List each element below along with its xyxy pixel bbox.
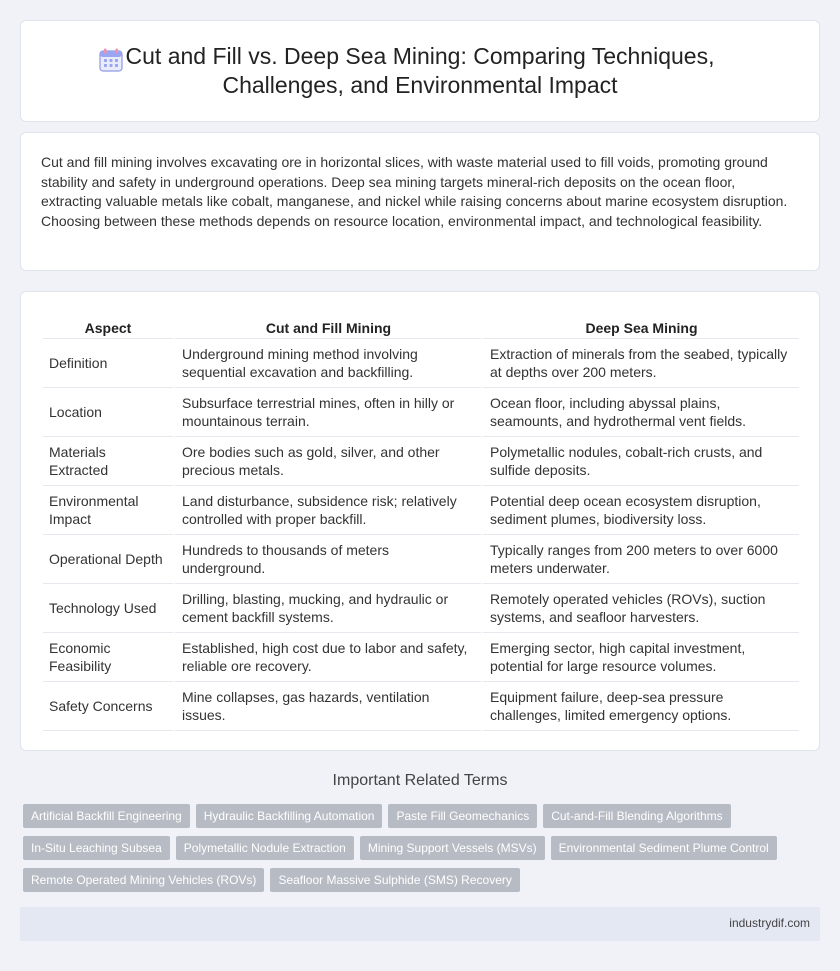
intro-card: [20, 132, 820, 271]
table-row: [43, 682, 799, 731]
table-row: [43, 486, 799, 535]
related-terms-list: [23, 804, 823, 900]
row-deep-sea: Ocean floor, including abyssal plains, seamounts, and hydrothermal vent fields.: [481, 388, 799, 437]
header-deep-sea: Deep Sea Mining: [481, 313, 799, 339]
related-term-tag[interactable]: In-Situ Leaching Subsea: [23, 836, 170, 860]
tag-row: [23, 836, 823, 860]
title-card: [20, 20, 820, 122]
row-aspect: Economic Feasibility: [43, 633, 173, 682]
row-deep-sea: Extraction of minerals from the seabed, typically at depths over 200 meters.: [481, 339, 799, 388]
row-cut-and-fill: Established, high cost due to labor and safety, reliable ore recovery.: [173, 633, 481, 682]
table-row: [43, 437, 799, 486]
footer-site[interactable]: industrydif.com: [729, 916, 810, 930]
row-deep-sea: Equipment failure, deep-sea pressure challenges, limited emergency options.: [481, 682, 799, 731]
row-cut-and-fill: Hundreds to thousands of meters underground.: [173, 535, 481, 584]
row-aspect: Operational Depth: [43, 535, 173, 584]
table-header-row: [43, 313, 799, 339]
related-terms-title: Important Related Terms: [332, 772, 508, 789]
row-cut-and-fill: Land disturbance, subsidence risk; relatively controlled with proper backfill.: [173, 486, 481, 535]
comparison-table: [43, 313, 799, 731]
row-aspect: Safety Concerns: [43, 682, 173, 731]
row-deep-sea: Potential deep ocean ecosystem disruption, sediment plumes, biodiversity loss.: [481, 486, 799, 535]
related-term-tag[interactable]: Paste Fill Geomechanics: [388, 804, 537, 828]
page-title: Cut and Fill vs. Deep Sea Mining: Comparing Techniques, Challenges, and Environmental Impact: [125, 43, 715, 98]
row-aspect: Definition: [43, 339, 173, 388]
related-term-tag[interactable]: Artificial Backfill Engineering: [23, 804, 190, 828]
header-cut-and-fill: Cut and Fill Mining: [173, 313, 481, 339]
table-row: [43, 339, 799, 388]
row-cut-and-fill: Mine collapses, gas hazards, ventilation issues.: [173, 682, 481, 731]
row-cut-and-fill: Ore bodies such as gold, silver, and other precious metals.: [173, 437, 481, 486]
related-term-tag[interactable]: Environmental Sediment Plume Control: [551, 836, 777, 860]
related-term-tag[interactable]: Mining Support Vessels (MSVs): [360, 836, 545, 860]
row-deep-sea: Emerging sector, high capital investment, potential for large resource volumes.: [481, 633, 799, 682]
row-cut-and-fill: Subsurface terrestrial mines, often in hilly or mountainous terrain.: [173, 388, 481, 437]
row-aspect: Environmental Impact: [43, 486, 173, 535]
related-term-tag[interactable]: Cut-and-Fill Blending Algorithms: [543, 804, 730, 828]
related-term-tag[interactable]: Hydraulic Backfilling Automation: [196, 804, 383, 828]
table-row: [43, 633, 799, 682]
related-term-tag[interactable]: Polymetallic Nodule Extraction: [176, 836, 354, 860]
related-term-tag[interactable]: Remote Operated Mining Vehicles (ROVs): [23, 868, 264, 892]
table-row: [43, 535, 799, 584]
header-aspect: Aspect: [43, 313, 173, 339]
table-row: [43, 388, 799, 437]
row-cut-and-fill: Underground mining method involving sequential excavation and backfilling.: [173, 339, 481, 388]
row-deep-sea: Remotely operated vehicles (ROVs), suction systems, and seafloor harvesters.: [481, 584, 799, 633]
related-term-tag[interactable]: Seafloor Massive Sulphide (SMS) Recovery: [270, 868, 519, 892]
row-cut-and-fill: Drilling, blasting, mucking, and hydraulic or cement backfill systems.: [173, 584, 481, 633]
row-aspect: Location: [43, 388, 173, 437]
comparison-card: [20, 291, 820, 751]
tag-row: [23, 868, 823, 892]
row-aspect: Materials Extracted: [43, 437, 173, 486]
intro-paragraph: Cut and fill mining involves excavating ore in horizontal slices, with waste material used to fill voids, promoting ground stability and safety in underground operations. Deep sea mining targets mineral-rich deposits on the ocean floor, extracting valuable metals like cobalt, manganese, and nickel while raising concerns about marine ecosystem disruption. Choosing between these methods depends on resource location, environmental impact, and technological feasibility.: [41, 154, 788, 229]
table-row: [43, 584, 799, 633]
footer: [20, 907, 820, 941]
row-deep-sea: Typically ranges from 200 meters to over 6000 meters underwater.: [481, 535, 799, 584]
row-deep-sea: Polymetallic nodules, cobalt-rich crusts, and sulfide deposits.: [481, 437, 799, 486]
row-aspect: Technology Used: [43, 584, 173, 633]
tag-row: [23, 804, 823, 828]
